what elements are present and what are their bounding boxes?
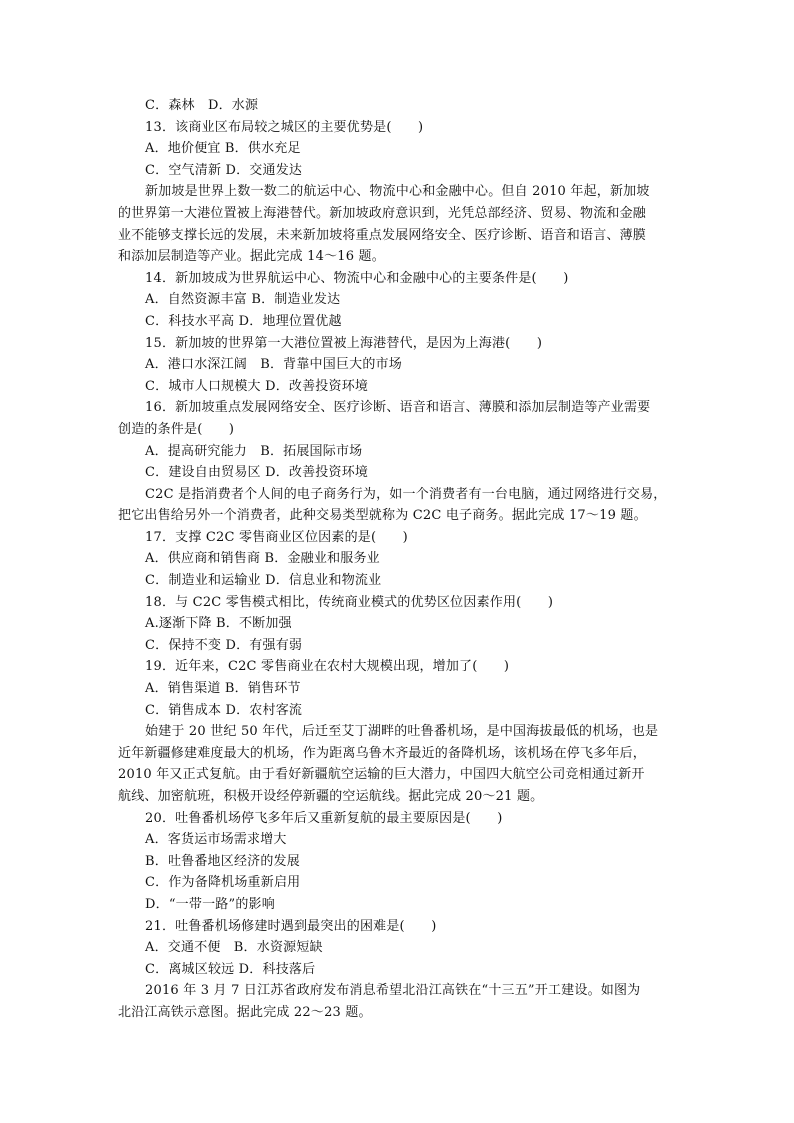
question-line: 20．吐鲁番机场停飞多年后又重新复航的最主要原因是( ) xyxy=(145,810,503,826)
option-line: D．“一带一路”的影响 xyxy=(145,896,275,912)
paragraph-line: 业不能够支撑长远的发展，未来新加坡将重点发展网络安全、医疗诊断、语音和语言、薄膜 xyxy=(118,227,647,243)
option-line: B．吐鲁番地区经济的发展 xyxy=(145,853,300,869)
option-line: C．离城区较远 D．科技落后 xyxy=(145,961,316,977)
paragraph-line: C2C 是指消费者个人间的电子商务行为，如一个消费者有一台电脑，通过网络进行交易， xyxy=(145,486,667,502)
question-line: 13．该商业区布局较之城区的主要优势是( ) xyxy=(145,119,424,135)
option-line: A．自然资源丰富 B．制造业发达 xyxy=(145,292,341,308)
paragraph-line: 的世界第一大港位置被上海港替代。新加坡政府意识到，光凭总部经济、贸易、物流和金融 xyxy=(118,205,647,221)
option-line: A．提高研究能力 B．拓展国际市场 xyxy=(145,443,363,459)
paragraph-line: 和添加层制造等产业。据此完成 14～16 题。 xyxy=(118,249,385,265)
option-line: C．森林 D．水源 xyxy=(145,98,259,113)
option-line: A．客货运市场需求增大 xyxy=(145,832,287,848)
question-line: 14．新加坡成为世界航运中心、物流中心和金融中心的主要条件是( ) xyxy=(145,270,569,286)
paragraph-line: 创造的条件是( ) xyxy=(118,421,235,437)
question-line: 21．吐鲁番机场修建时遇到最突出的困难是( ) xyxy=(145,918,437,934)
option-line: C．空气清新 D．交通发达 xyxy=(145,162,303,178)
question-line: 15．新加坡的世界第一大港位置被上海港替代，是因为上海港( ) xyxy=(145,335,543,351)
option-line: A．供应商和销售商 B．金融业和服务业 xyxy=(145,551,380,567)
paragraph-line: 北沿江高铁示意图。据此完成 22～23 题。 xyxy=(118,1004,372,1020)
question-line: 16．新加坡重点发展网络安全、医疗诊断、语音和语言、薄膜和添加层制造等产业需要 xyxy=(145,400,651,416)
question-line: 18．与 C2C 零售模式相比，传统商业模式的优势区位因素作用( ) xyxy=(145,594,554,610)
option-line: C．科技水平高 D．地理位置优越 xyxy=(145,313,342,329)
option-line: A．地价便宜 B．供水充足 xyxy=(145,141,301,157)
question-line: 17．支撑 C2C 零售商业区位因素的是( ) xyxy=(145,529,408,545)
option-line: C．销售成本 D．农村客流 xyxy=(145,702,303,718)
option-line: A．港口水深江阔 B．背靠中国巨大的市场 xyxy=(145,357,402,373)
paragraph-line: 航线、加密航班，积极开设经停新疆的空运航线。据此完成 20～21 题。 xyxy=(118,789,544,804)
option-line: C．制造业和运输业 D．信息业和物流业 xyxy=(145,573,382,589)
document-body xyxy=(118,95,676,1024)
paragraph-line: 始建于 20 世纪 50 年代，后迁至艾丁湖畔的吐鲁番机场，是中国海拔最低的机场，也是 xyxy=(145,724,659,740)
option-line: C．建设自由贸易区 D．改善投资环境 xyxy=(145,465,369,481)
option-line: C．城市人口规模大 D．改善投资环境 xyxy=(145,378,369,394)
option-line: A．销售渠道 B．销售环节 xyxy=(145,681,301,697)
option-line: A.逐渐下降 B．不断加强 xyxy=(145,616,292,632)
option-line: C．作为备降机场重新启用 xyxy=(145,875,301,891)
paragraph-line: 2016 年 3 月 7 日江苏省政府发布消息希望北沿江高铁在“十三五”开工建设。如图为 xyxy=(145,983,641,999)
option-line: A．交通不便 B．水资源短缺 xyxy=(145,940,323,956)
question-line: 19．近年来，C2C 零售商业在农村大规模出现，增加了( ) xyxy=(145,659,510,675)
paragraph-line: 2010 年又正式复航。由于看好新疆航空运输的巨大潜力，中国四大航空公司竞相通过新开 xyxy=(118,767,645,783)
paragraph-line: 把它出售给另外一个消费者，此种交易类型就称为 C2C 电子商务。据此完成 17～19 题。 xyxy=(118,508,647,524)
paragraph-line: 新加坡是世界上数一数二的航运中心、物流中心和金融中心。但自 2010 年起，新加坡 xyxy=(145,184,650,200)
option-line: C．保持不变 D．有强有弱 xyxy=(145,637,303,653)
paragraph-line: 近年新疆修建难度最大的机场，作为距离乌鲁木齐最近的备降机场，该机场在停飞多年后， xyxy=(118,745,647,761)
